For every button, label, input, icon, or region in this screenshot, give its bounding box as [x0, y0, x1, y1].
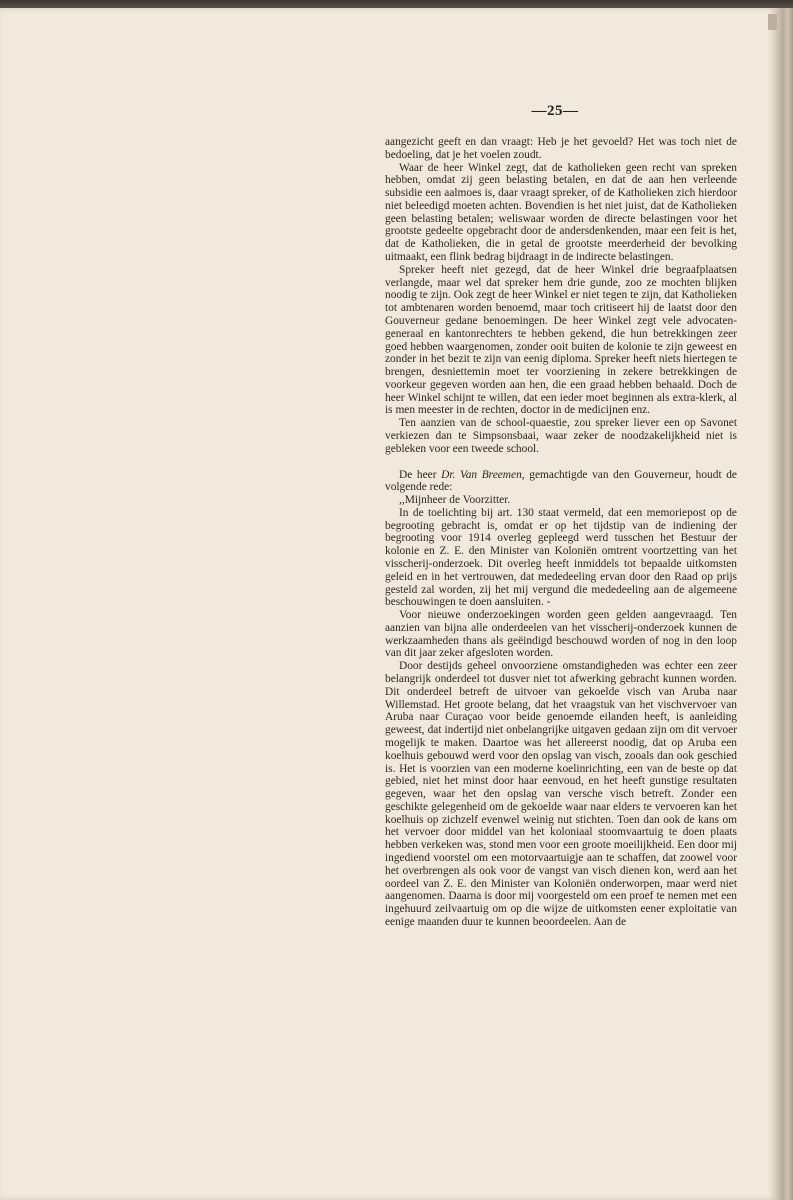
speaker-intro	[385, 469, 737, 495]
speaker-intro-before: De heer	[399, 468, 442, 481]
paragraph: Spreker heeft niet gezegd, dat de heer Winkel drie begraafplaatsen verlangde, maar wel dat spreker hem drie gunde, zoo ze mochten blijken noodig te zijn. Ook zegt de heer Winkel er niet tegen te zijn, dat Katholieken tot ambtenaren worden benoemd, maar toch critiseert hij de laatst door den Gouverneur gedane benoemingen. De heer Winkel zegt vele advocaten-generaal en kantonrechters te hebben gekend, die hun betrekkingen zeer goed hebben waargenomen, zonder ooit buiten de kolonie te zijn geweest en zonder in het bezit te zijn van eenig diploma. Spreker heeft niets hiertegen te brengen, desniettemin moet ter voorziening in zekere betrekkingen de voorkeur gegeven worden aan hen, die een graad hebben behaald. Doch de heer Winkel schijnt te willen, dat een ieder moet beginnen als extra-klerk, al is men meester in de rechten, doctor in de medicijnen enz.	[385, 263, 737, 417]
paragraph: aangezicht geeft en dan vraagt: Heb je het gevoeld? Het was toch niet de bedoeling, dat je het voelen zoudt.	[385, 136, 737, 161]
paragraph: Ten aanzien van de school-quaestie, zou spreker liever een op Savonet verkiezen dan te Simpsonsbaai, waar zeker de noodzakelijkheid niet is gebleken voor een tweede school.	[385, 417, 737, 455]
speech-paragraph: In de toelichting bij art. 130 staat vermeld, dat een memoriepost op de begrooting gebracht is, omdat er op het tijdstip van de indiening der begrooting voor 1914 overleg gepleegd werd tusschen het Bestuur der kolonie en Z. E. den Minister van Koloniën omtrent voortzetting van het visscherij-onderzoek. Dit overleg heeft inmiddels tot bepaalde uitkomsten geleid en in het vertrouwen, dat mededeeling ervan door den Raad op prijs gesteld zal worden, zij het mij vergund die mededeeling aan de algemeene beschouwingen te doen aansluiten. -	[385, 506, 737, 609]
page-edge-stack	[776, 8, 793, 1200]
salutation: ,,Mijnheer de Voorzitter.	[399, 494, 511, 507]
speaker-name: Dr. Van Breemen	[441, 468, 522, 481]
page-corner-mark	[768, 14, 777, 30]
page-number: —25—	[531, 103, 579, 119]
paragraph: Waar de heer Winkel zegt, dat de katholieken geen recht van spreken hebben, omdat zij geen belasting betalen, en dat de aan hen verleende subsidie een aalmoes is, daar vraagt spreker, of de Katholieken zich hierdoor niet beleedigd moeten achten. Bovendien is het niet juist, dat de Katholieken geen belasting betalen; weliswaar worden de directe belastingen voor het grootste gedeelte opgebracht door de andersdenkenden, maar een feit is het, dat de Katholieken, die in getal de grootste meerderheid der bevolking uitmaakt, een flink bedrag bijdraagt in de indirecte belastingen.	[385, 161, 737, 264]
body-text	[385, 136, 737, 929]
speaker-intro-after: , gemachtigde van den Gouverneur, houdt de volgende rede:	[385, 468, 737, 494]
speech-paragraph: Door destijds geheel onvoorziene omstandigheden was echter een zeer belangrijk onderdeel tot dusver niet tot afwerking gebracht kunnen worden. Dit onderdeel betreft de uitvoer van gekoelde visch van Aruba naar Willemstad. Het groote belang, dat het vraagstuk van het vischvervoer van Aruba naar Curaçao voor beide genoemde eilanden heeft, is aanleiding geweest, dat indertijd niet onbelangrijke uitgaven gedaan zijn om dit vervoer mogelijk te maken. Daartoe was het allereerst noodig, dat op Aruba een koelhuis gebouwd werd voor den opslag van visch, zooals dan ook geschied is. Het is voorzien van een moderne koelinrichting, een van de beste op dat gebied, niet het minst door haar eenvoud, en het heeft gunstige resultaten gegeven, waar het den opslag van versche visch betreft. Zonder een geschikte gelegenheid om de gekoelde waar naar elders te vervoeren kan het koelhuis op zichzelf evenwel weinig nut stichten. Toen dan ook de kans om het vervoer door middel van het koloniaal stoomvaartuig te doen plaats hebben verkeken was, stond men voor een groote moeilijkheid. Een door mij ingediend voorstel om een motorvaartuigje aan te schaffen, dat zoowel voor het overbrengen als ook voor de vangst van visch dienen kon, werd aan het oordeel van Z. E. den Minister van Koloniën onderworpen, maar werd niet aangenomen. Daarna is door mij voorgesteld om een proef te nemen met een ingehuurd zeilvaartuig om op die wijze de uitkomsten eener exploitatie van eenige maanden duur te kunnen beoordeelen. Aan de	[385, 660, 737, 928]
speech-paragraph: Voor nieuwe onderzoekingen worden geen gelden aangevraagd. Ten aanzien van bijna alle onderdeelen van het visscherij-onderzoek kunnen de werkzaamheden thans als geëindigd beschouwd worden of nog in den loop van dit jaar zeker afgesloten worden.	[385, 609, 737, 660]
